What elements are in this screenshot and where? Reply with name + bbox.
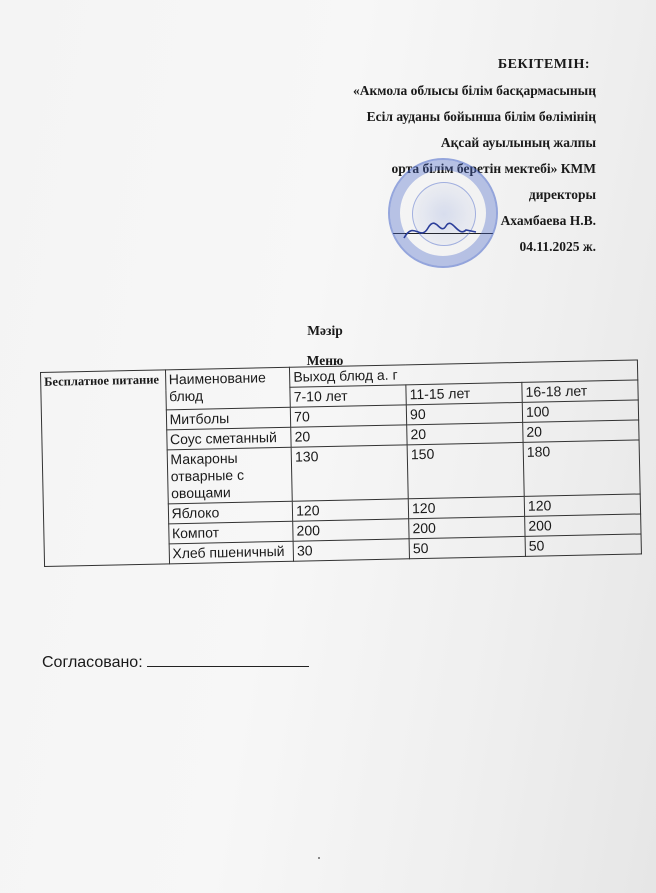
- approval-line: Есіл ауданы бойынша білім бөлімінің: [366, 109, 596, 124]
- value-cell: 200: [409, 516, 525, 538]
- official-stamp-icon: [388, 158, 498, 268]
- value-cell: 130: [291, 445, 408, 501]
- yield-header-cell: Выход блюд а. г: [290, 360, 638, 387]
- agreed-label: Согласовано:: [42, 654, 143, 671]
- dish-cell: Макароны отварные с овощами: [167, 447, 293, 504]
- dish-cell: Яблоко: [168, 501, 293, 524]
- dish-cell: Компот: [168, 521, 293, 544]
- value-cell: 20: [523, 420, 639, 442]
- age-group-cell: 16-18 лет: [522, 380, 638, 402]
- title-kazakh: Мәзір: [307, 323, 343, 338]
- value-cell: 20: [291, 425, 407, 447]
- speck: [318, 857, 320, 859]
- value-cell: 30: [293, 539, 409, 561]
- value-cell: 120: [524, 494, 640, 516]
- title-russian: Меню: [306, 353, 344, 368]
- value-cell: 90: [406, 402, 522, 424]
- approval-date: 04.11.2025 ж.: [519, 239, 596, 254]
- agreed-block: [42, 652, 309, 672]
- dish-cell: Хлеб пшеничный: [169, 541, 294, 564]
- approval-line: орта білім беретін мектебі» КММ: [391, 161, 596, 176]
- value-cell: 200: [525, 514, 641, 536]
- signer-name: Ахамбаева Н.В.: [500, 213, 596, 228]
- value-cell: 70: [290, 405, 406, 427]
- age-group-cell: 11-15 лет: [406, 382, 522, 404]
- age-group-cell: 7-10 лет: [290, 385, 406, 407]
- dish-header-cell: Наименование блюд: [165, 367, 290, 410]
- value-cell: 180: [523, 440, 640, 496]
- approval-line: Ақсай ауылының жалпы: [440, 135, 596, 150]
- agreed-signature-line: [147, 652, 309, 667]
- menu-table: [40, 359, 642, 566]
- value-cell: 200: [293, 519, 409, 541]
- approval-line: директоры: [528, 187, 596, 202]
- value-cell: 120: [408, 496, 524, 518]
- handwritten-signature-icon: [400, 216, 480, 246]
- dish-cell: Соус сметанный: [166, 427, 291, 450]
- value-cell: 50: [409, 536, 525, 558]
- value-cell: 20: [407, 422, 523, 444]
- approval-heading: БЕКІТЕМІН:: [497, 57, 590, 72]
- value-cell: 50: [525, 534, 641, 556]
- approval-line: «Акмола облысы білім басқармасының: [353, 83, 596, 98]
- category-cell: Бесплатное питание: [41, 370, 170, 567]
- dish-cell: Митболы: [166, 407, 291, 430]
- value-cell: 120: [292, 499, 408, 521]
- value-cell: 100: [522, 400, 638, 422]
- value-cell: 150: [407, 442, 524, 498]
